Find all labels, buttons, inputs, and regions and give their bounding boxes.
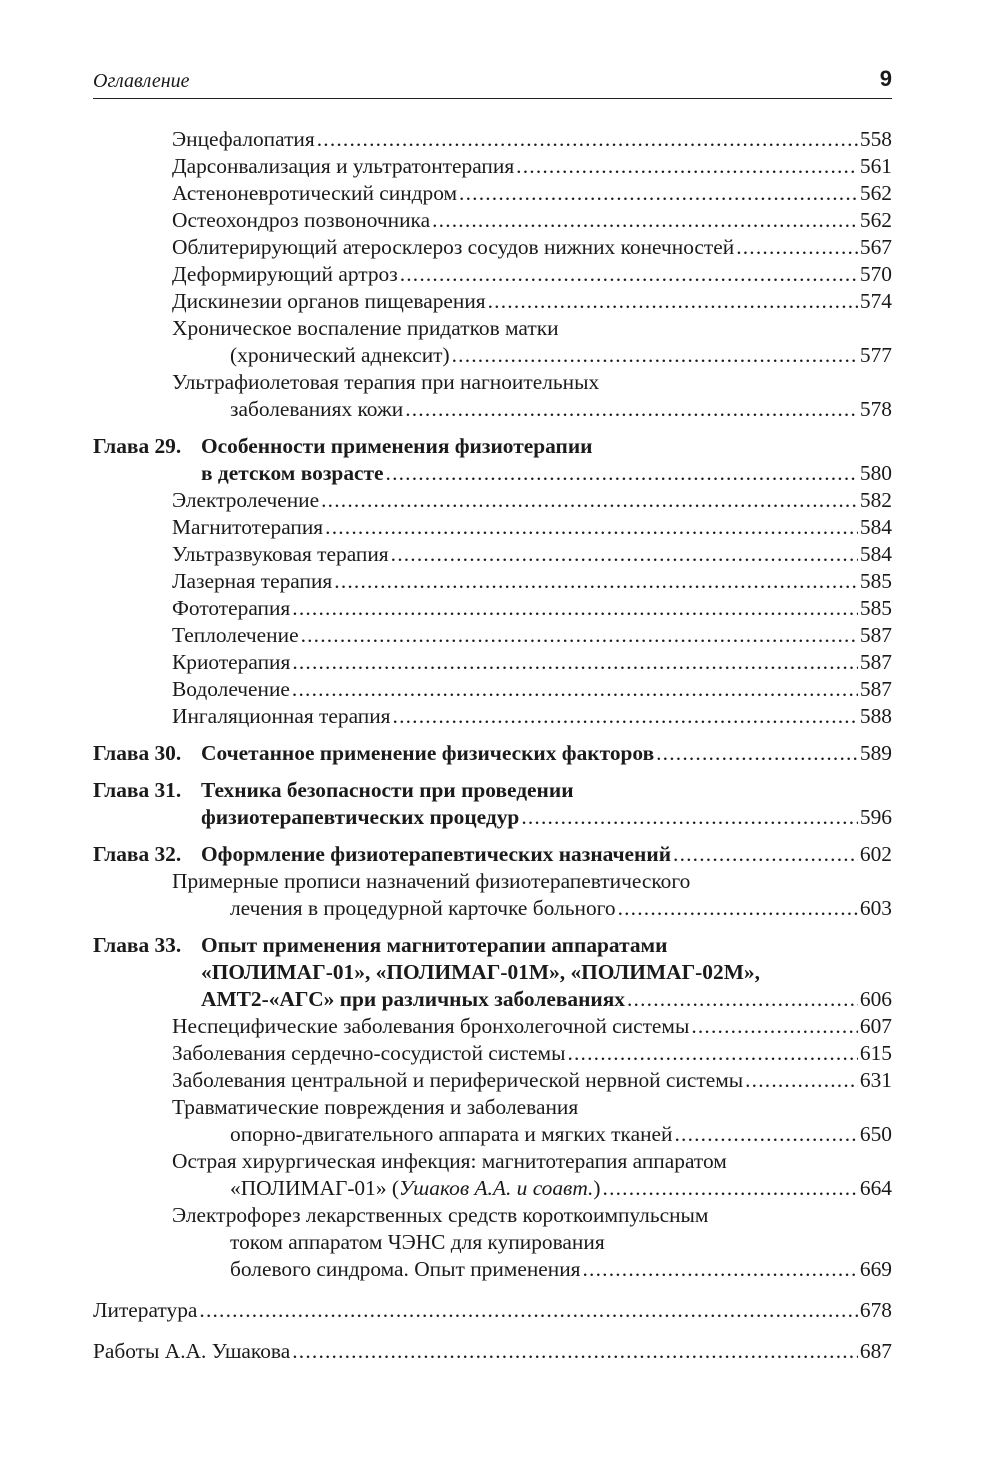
toc-entry[interactable] <box>93 1067 892 1094</box>
entry-page: 589 <box>859 741 892 765</box>
chapter-label: Глава 31. <box>93 778 182 802</box>
entry-page: 650 <box>859 1122 892 1146</box>
entry-page: 584 <box>859 515 892 539</box>
toc-entry[interactable] <box>93 676 892 703</box>
leader-dots <box>199 1297 858 1324</box>
entry-title: Облитерирующий атеросклероз сосудов нижних конечностей <box>172 235 735 259</box>
entry-title: Лазерная терапия <box>172 569 333 593</box>
toc-entry[interactable] <box>93 126 892 153</box>
chapter-title: Сочетанное применение физических факторов <box>201 741 655 765</box>
entry-title: Дарсонвализация и ультратонтерапия <box>172 154 515 178</box>
entry-title: (хронический аднексит) <box>230 343 450 367</box>
entry-page: 687 <box>859 1339 892 1363</box>
toc-entry[interactable] <box>93 649 892 676</box>
leader-dots <box>391 541 858 568</box>
toc-entry-continuation <box>93 1229 892 1256</box>
entry-title: Хроническое воспаление придатков матки <box>172 316 559 340</box>
chapter-title: АМТ2-«АГС» при различных заболеваниях <box>201 987 625 1011</box>
leader-dots <box>691 1013 858 1040</box>
entry-title-part: «ПОЛИМАГ-01» ( <box>230 1176 399 1200</box>
entry-title: Примерные прописи назначений физиотерапевтического <box>172 869 691 893</box>
entry-title: Энцефалопатия <box>172 127 315 151</box>
running-header <box>93 64 892 99</box>
chapter-heading-31[interactable] <box>93 777 892 804</box>
entry-page: 587 <box>859 677 892 701</box>
entry-authors: Ушаков А.А. и соавт. <box>399 1176 594 1200</box>
toc-entry[interactable] <box>93 288 892 315</box>
toc-entry[interactable] <box>93 703 892 730</box>
chapter-label: Глава 33. <box>93 933 182 957</box>
entry-title: лечения в процедурной карточке больного <box>230 896 616 920</box>
entry-page: 587 <box>859 650 892 674</box>
chapter-heading-30[interactable] <box>93 740 892 767</box>
leader-dots <box>673 841 858 868</box>
chapter-heading-32[interactable] <box>93 841 892 868</box>
entry-title: болевого синдрома. Опыт применения <box>230 1257 581 1281</box>
toc-entry[interactable] <box>93 487 892 514</box>
entry-page: 596 <box>859 805 892 829</box>
entry-page: 602 <box>859 842 892 866</box>
entry-page: 561 <box>859 154 892 178</box>
entry-title: опорно-двигательного аппарата и мягких тканей <box>230 1122 673 1146</box>
leader-dots <box>301 622 858 649</box>
entry-title: Травматические повреждения и заболевания <box>172 1095 579 1119</box>
section-title: Оглавление <box>93 70 190 92</box>
toc-entry[interactable] <box>93 207 892 234</box>
toc-entry-continuation[interactable] <box>93 1121 892 1148</box>
entry-title: Острая хирургическая инфекция: магнитотерапия аппаратом <box>172 1149 727 1173</box>
entry-title: заболеваниях кожи <box>230 397 404 421</box>
toc-entry[interactable] <box>93 1202 892 1229</box>
toc-entry-continuation[interactable] <box>93 396 892 423</box>
entry-title <box>230 1175 601 1202</box>
toc-entry[interactable] <box>93 1148 892 1175</box>
entry-page: 585 <box>859 569 892 593</box>
leader-dots <box>736 234 858 261</box>
entry-title: Остеохондроз позвоночника <box>172 208 431 232</box>
chapter-title: физиотерапевтических процедур <box>201 805 520 829</box>
chapter-heading-continuation <box>93 959 892 986</box>
toc-entry-continuation[interactable] <box>93 1175 892 1202</box>
toc-entry-works[interactable] <box>93 1338 892 1365</box>
entry-page: 588 <box>859 704 892 728</box>
entry-title: Астеноневротический синдром <box>172 181 458 205</box>
entry-page: 606 <box>859 987 892 1011</box>
toc-entry[interactable] <box>93 1040 892 1067</box>
entry-page: 585 <box>859 596 892 620</box>
entry-title: Водолечение <box>172 677 290 701</box>
entry-page: 570 <box>859 262 892 286</box>
entry-title: Криотерапия <box>172 650 291 674</box>
leader-dots <box>405 396 858 423</box>
page-number: 9 <box>879 66 892 91</box>
chapter-title: Особенности применения физиотерапии <box>201 434 593 458</box>
leader-dots <box>317 126 858 153</box>
chapter-heading-33[interactable] <box>93 932 892 959</box>
toc-entry[interactable] <box>93 868 892 895</box>
entry-title: Фототерапия <box>172 596 291 620</box>
chapter-heading-continuation[interactable] <box>93 460 892 487</box>
toc-entry[interactable] <box>93 622 892 649</box>
toc-entry[interactable] <box>93 315 892 342</box>
toc-entry[interactable] <box>93 234 892 261</box>
chapter-title: Опыт применения магнитотерапии аппаратами <box>201 933 668 957</box>
leader-dots <box>334 568 858 595</box>
toc-entry[interactable] <box>93 153 892 180</box>
entry-page: 615 <box>859 1041 892 1065</box>
entry-page: 607 <box>859 1014 892 1038</box>
entry-page: 577 <box>859 343 892 367</box>
toc-entry[interactable] <box>93 514 892 541</box>
leader-dots <box>567 1040 857 1067</box>
leader-dots <box>292 1338 858 1365</box>
leader-dots <box>674 1121 857 1148</box>
leader-dots <box>583 1256 858 1283</box>
entry-title: Деформирующий артроз <box>172 262 398 286</box>
entry-title: током аппаратом ЧЭНС для купирования <box>230 1230 605 1254</box>
chapter-heading-continuation[interactable] <box>93 986 892 1013</box>
entry-page: 631 <box>859 1068 892 1092</box>
toc-entry-continuation[interactable] <box>93 1256 892 1283</box>
entry-title: Литература <box>93 1298 198 1322</box>
entry-title: Заболевания центральной и периферической нервной системы <box>172 1068 744 1092</box>
toc-entry[interactable] <box>93 369 892 396</box>
entry-page: 562 <box>859 181 892 205</box>
entry-page: 567 <box>859 235 892 259</box>
chapter-heading-continuation[interactable] <box>93 804 892 831</box>
leader-dots <box>627 986 858 1013</box>
entry-title: Ультразвуковая терапия <box>172 542 389 566</box>
entry-title: Дискинезии органов пищеварения <box>172 289 486 313</box>
chapter-heading-29[interactable] <box>93 433 892 460</box>
toc-entry[interactable] <box>93 541 892 568</box>
table-of-contents <box>93 126 892 1365</box>
leader-dots <box>603 1175 858 1202</box>
toc-entry[interactable] <box>93 261 892 288</box>
entry-title: Заболевания сердечно-сосудистой системы <box>172 1041 566 1065</box>
entry-page: 587 <box>859 623 892 647</box>
chapter-title: Оформление физиотерапевтических назначений <box>201 842 672 866</box>
entry-page: 558 <box>859 127 892 151</box>
leader-dots <box>516 153 858 180</box>
entry-title: Ингаляционная терапия <box>172 704 391 728</box>
leader-dots <box>488 288 858 315</box>
entry-title: Магнитотерапия <box>172 515 324 539</box>
toc-entry[interactable] <box>93 1013 892 1040</box>
chapter-label: Глава 29. <box>93 434 182 458</box>
toc-entry[interactable] <box>93 568 892 595</box>
toc-entry[interactable] <box>93 180 892 207</box>
entry-title: Теплолечение <box>172 623 299 647</box>
leader-dots <box>292 595 858 622</box>
leader-dots <box>386 460 858 487</box>
toc-entry[interactable] <box>93 595 892 622</box>
entry-page: 603 <box>859 896 892 920</box>
entry-title: Неспецифические заболевания бронхолегочной системы <box>172 1014 690 1038</box>
entry-page: 664 <box>859 1176 892 1200</box>
leader-dots <box>325 514 858 541</box>
entry-page: 582 <box>859 488 892 512</box>
entry-title: Работы А.А. Ушакова <box>93 1339 291 1363</box>
entry-page: 562 <box>859 208 892 232</box>
entry-title-part: ) <box>593 1176 601 1200</box>
leader-dots <box>292 649 858 676</box>
chapter-label: Глава 30. <box>93 741 182 765</box>
leader-dots <box>459 180 858 207</box>
toc-entry-continuation[interactable] <box>93 342 892 369</box>
leader-dots <box>452 342 858 369</box>
toc-entry-continuation[interactable] <box>93 895 892 922</box>
entry-page: 578 <box>859 397 892 421</box>
leader-dots <box>432 207 858 234</box>
entry-title: Электрофорез лекарственных средств короткоимпульсным <box>172 1203 709 1227</box>
toc-entry-literature[interactable] <box>93 1297 892 1324</box>
entry-page: 580 <box>859 461 892 485</box>
entry-title: Электролечение <box>172 488 320 512</box>
leader-dots <box>521 804 858 831</box>
chapter-title: Техника безопасности при проведении <box>201 778 574 802</box>
entry-title: Ультрафиолетовая терапия при нагноительных <box>172 370 600 394</box>
chapter-title: «ПОЛИМАГ-01», «ПОЛИМАГ-01М», «ПОЛИМАГ-02М», <box>201 960 760 984</box>
entry-page: 678 <box>859 1298 892 1322</box>
toc-entry[interactable] <box>93 1094 892 1121</box>
leader-dots <box>745 1067 858 1094</box>
chapter-title: в детском возрасте <box>201 461 384 485</box>
leader-dots <box>656 740 858 767</box>
entry-page: 669 <box>859 1257 892 1281</box>
entry-page: 584 <box>859 542 892 566</box>
leader-dots <box>393 703 858 730</box>
leader-dots <box>292 676 858 703</box>
entry-page: 574 <box>859 289 892 313</box>
leader-dots <box>618 895 858 922</box>
leader-dots <box>321 487 858 514</box>
leader-dots <box>400 261 858 288</box>
chapter-label: Глава 32. <box>93 842 182 866</box>
